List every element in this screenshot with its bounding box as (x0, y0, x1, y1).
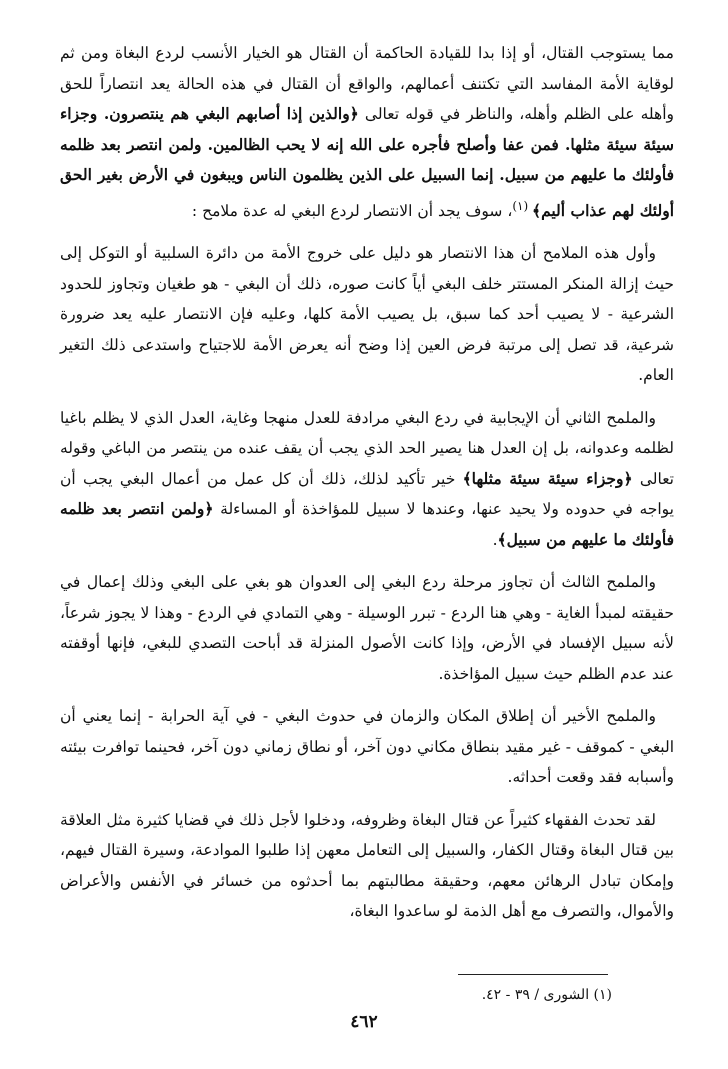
paragraph-text: مما يستوجب القتال، أو إذا بدا للقيادة الحاكمة أن القتال هو الخيار الأنسب لردع البغاة ومن ثم لوقاية الأمة المفاسد التي تكتنف أعمالهم، والواقع أن القتال في هذه الحالة يعد انتصاراً للحق وأهله على الظلم وأهله، والناظر في قوله تعالى (60, 44, 674, 123)
page-number: ٤٦٢ (350, 1012, 378, 1032)
footnote-divider (458, 974, 608, 975)
quran-quote: ﴿والذين إذا أصابهم البغي هم ينتصرون. وجزاء سيئة سيئة مثلها. فمن عفا وأصلح فأجره على الله إنه لا يحب الظالمين. ولمن انتصر بعد ظلمه فأولئك ما عليهم من سبيل. إنما السبيل على الذين يظلمون الناس ويبغون في الأرض بغير الحق أولئك لهم عذاب أليم﴾ (60, 104, 674, 220)
paragraph (60, 701, 674, 793)
paragraph-text: والملمح الثاني أن الإيجابية في ردع البغي مرادفة للعدل منهجا وغاية، العدل الذي لا يظلم باغيا لظلمه وعدوانه، بل إن العدل هنا يصير الحد الذي يجب أن يقف عنده من ينتصر من الباغي وقوله تعالى (60, 408, 674, 488)
footnote-marker: (١) (512, 198, 532, 213)
paragraph (60, 403, 674, 556)
paragraph-text: خير تأكيد لذلك، ذلك أن كل عمل من أعمال البغي يجب أن يواجه في حدوده ولا يحيد عنها، وعندها لا سبيل للمؤاخذة أو المساءلة (60, 469, 674, 519)
paragraph (60, 805, 674, 927)
paragraph (60, 38, 674, 226)
paragraph-text: وأول هذه الملامح أن هذا الانتصار هو دليل على خروج الأمة من دائرة السلبية أو التوكل إلى حيث إزالة المنكر المستتر خلف البغي أياً كانت صوره، ذلك أن البغي - هو طغيان وتجاوز للحدود الشرعية - لا يصيب أحد كما سبق، بل يصيب الأمة كلها، وعليه فإن الانتصار عليه يعد ضرورة شرعية، قد تصل إلى مرتبة فرض العين إذا وضح أنه يعرض الأمة للاجتياح واستدعى ذلك التغير العام. (60, 244, 674, 385)
quran-quote: ﴿وجزاء سيئة سيئة مثلها﴾ (462, 468, 633, 488)
footnote: (١) الشورى / ٣٩ - ٤٢. (481, 987, 612, 1003)
body-text (60, 38, 674, 939)
paragraph (60, 567, 674, 689)
paragraph-text: ، سوف يجد أن الانتصار لردع البغي له عدة ملامح : (191, 201, 513, 220)
paragraph (60, 238, 674, 391)
paragraph-text: والملمح الأخير أن إطلاق المكان والزمان في حدوث البغي - في آية الحرابة - إنما يعني أن البغي - كموقف - غير مقيد بنطاق مكاني دون آخر، أو نطاق زماني دون آخر، فحينما توافرت بيئته وأسبابه فقد وقعت أحداثه. (60, 707, 674, 787)
paragraph-text: والملمح الثالث أن تجاوز مرحلة ردع البغي إلى العدوان هو بغي على البغي وذلك إعمال في حقيقته لمبدأ الغاية - وهي هنا الردع - تبرر الوسيلة - وهي التمادي في الردع - وهذا لا يجوز شرعاً، لأنه سبيل الإفساد في الأرض، وإذا كانت الأصول المنزلة قد أباحت التصدي للبغي، فإنها أوقفته عند عدم الظلم حيث سبيل المؤاخذة. (60, 573, 674, 683)
paragraph-text: . (492, 530, 498, 549)
quran-quote: ﴿ولمن انتصر بعد ظلمه فأولئك ما عليهم من سبيل﴾ (60, 499, 674, 549)
paragraph-text: لقد تحدث الفقهاء كثيراً عن قتال البغاة وظروفه، ودخلوا لأجل ذلك في قضايا كثيرة مثل العلاقة بين قتال البغاة وقتال الكفار، والسبيل إلى التعامل معهن إذا طلبوا الموادعة، وسيرة القتال فيهم، وإمكان تبادل الرهائن معهم، وحقيقة مطالبتهم بما أحدثوه من خسائر في الأنفس والأعراض والأموال، والتصرف مع أهل الذمة لو ساعدوا البغاة، (60, 810, 674, 921)
